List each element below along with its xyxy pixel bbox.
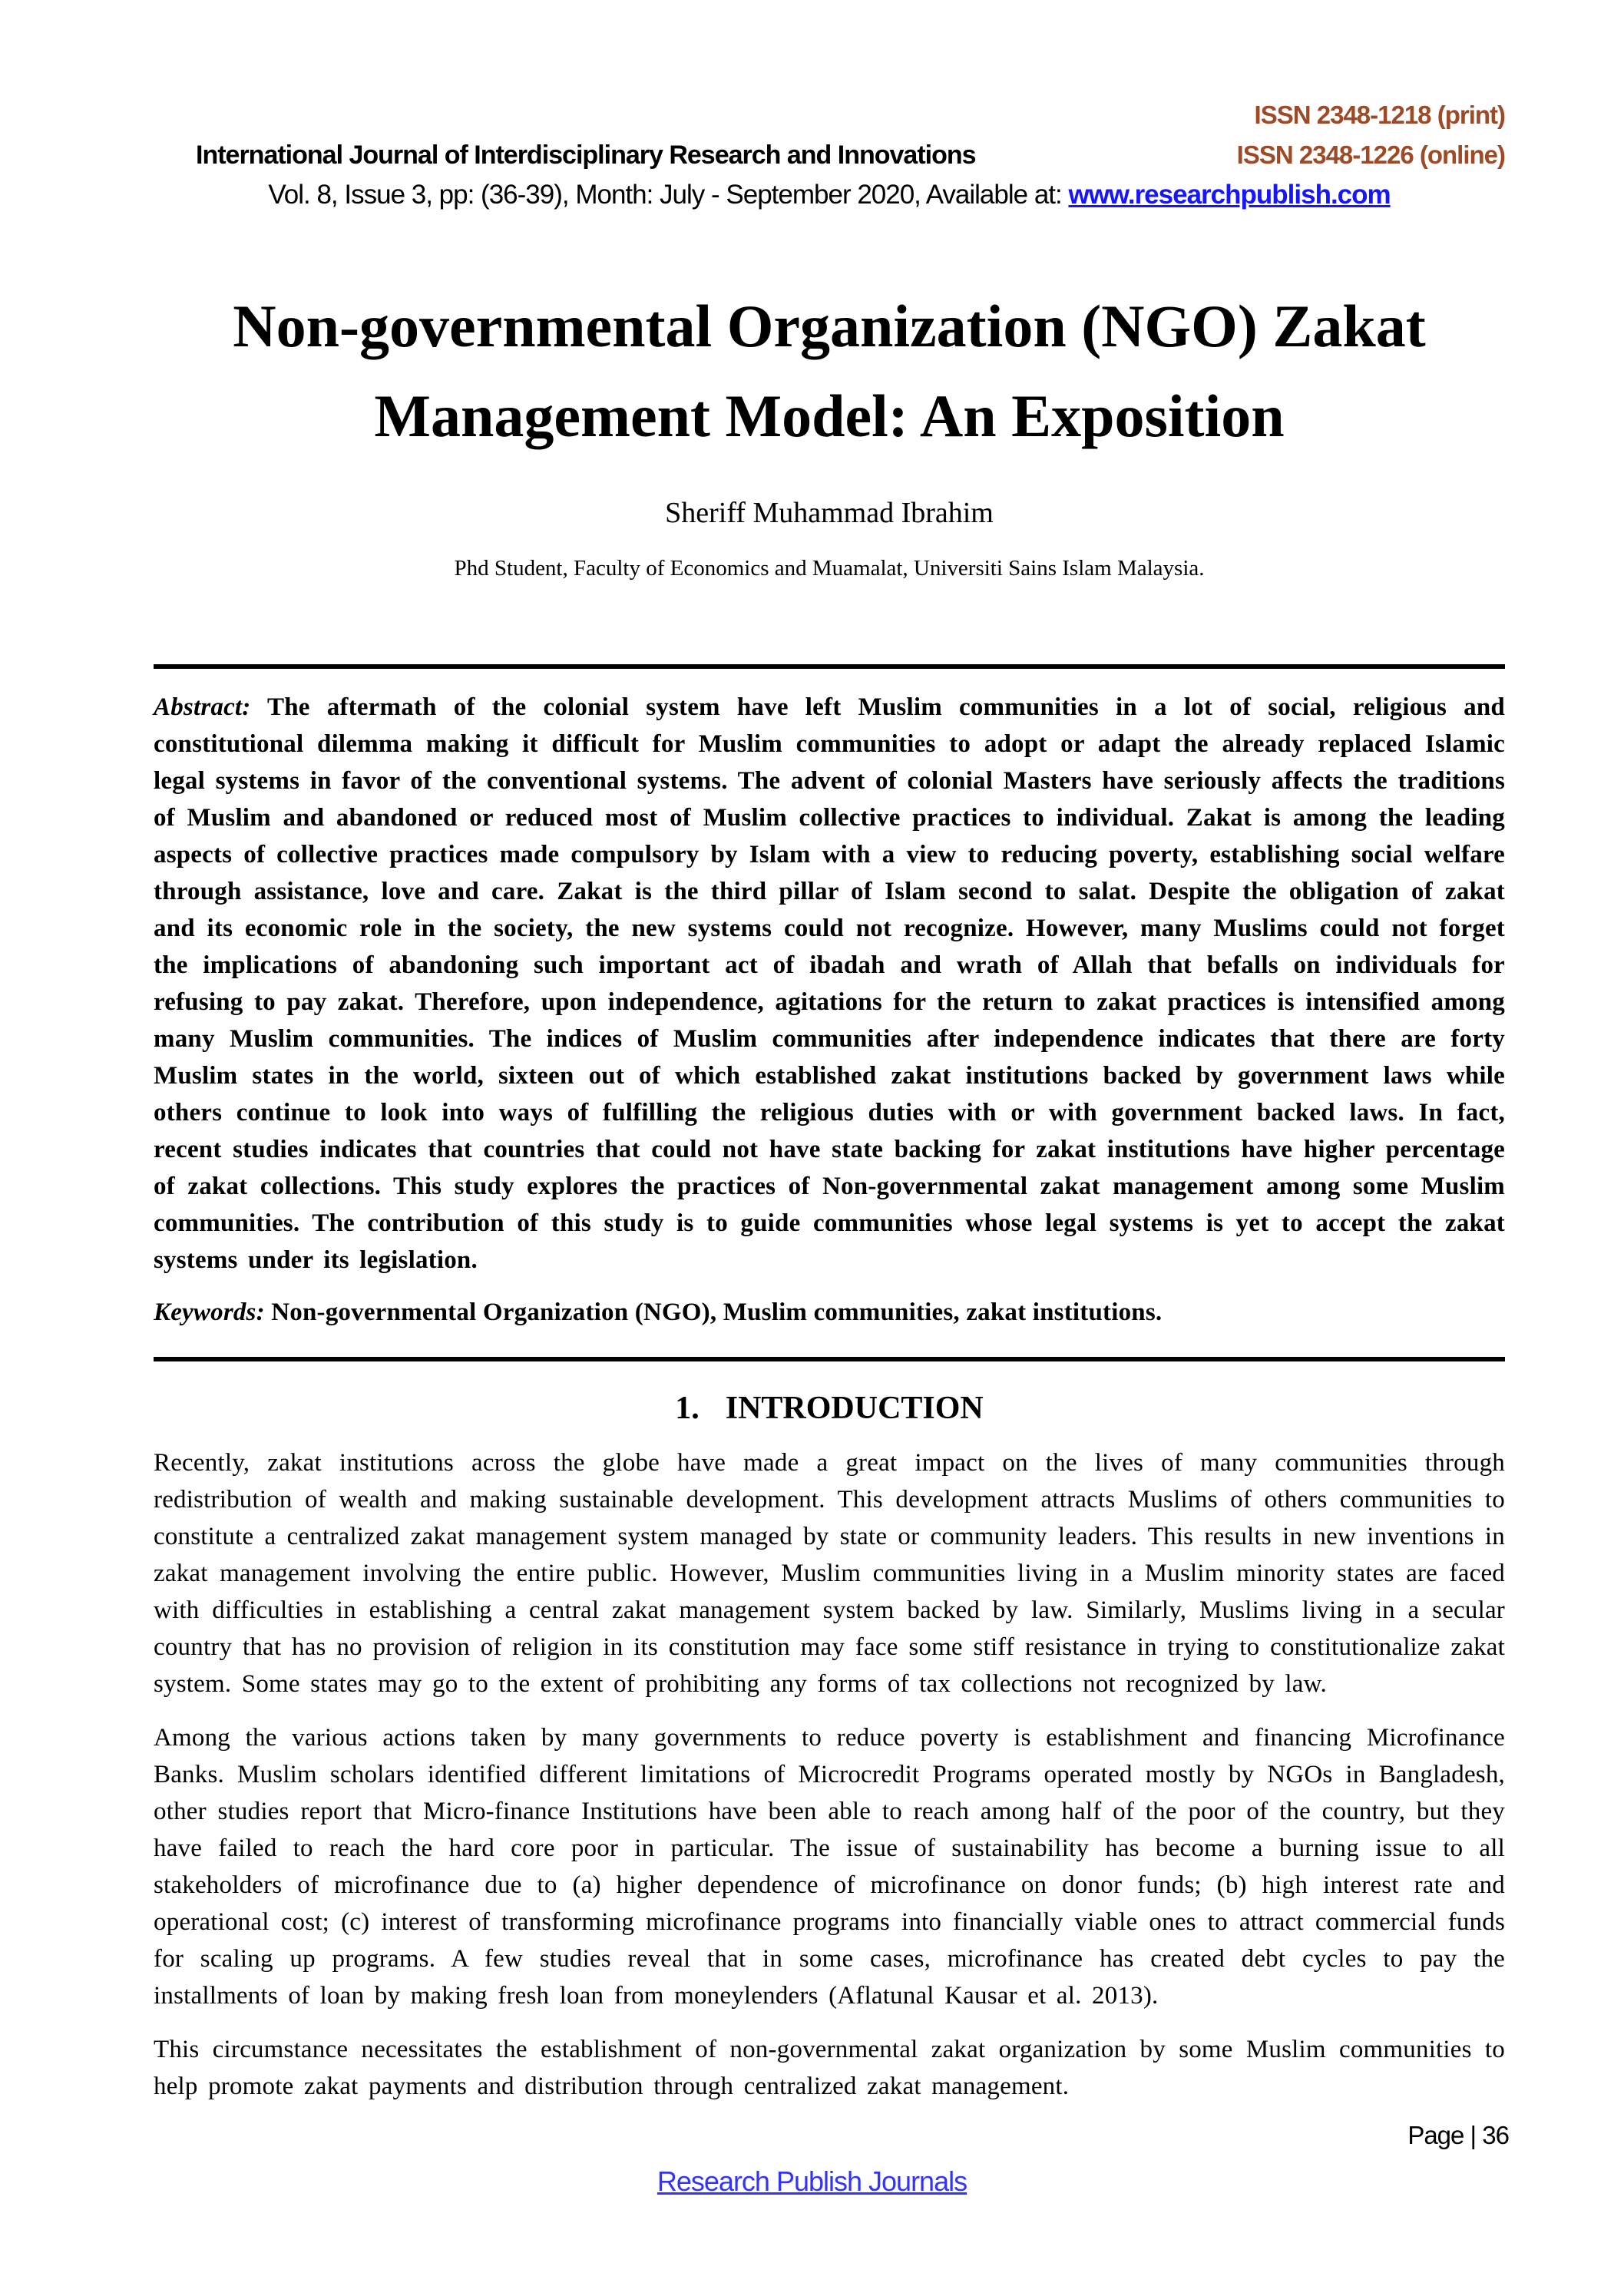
intro-paragraph-1: Recently, zakat institutions across the globe have made a great impact on the lives of many communities through redistribution of wealth and making sustainable development. This development attracts Muslims of others communities to constitute a centralized zakat management system managed by state or community leaders. This results in new inventions in zakat management involving the entire public. However, Muslim communities living in a Muslim minority states are faced with difficulties in establishing a central zakat management system backed by law. Similarly, Muslims living in a secular country that has no provision of religion in its constitution may face some stiff resistance in trying to constitutionalize zakat system. Some states may go to the extent of prohibiting any forms of tax collections not recognized by law. (154, 1449, 1505, 1699)
volume-info-row (154, 180, 1505, 210)
footer (0, 2165, 1624, 2198)
article-title-line1: Non-governmental Organization (NGO) Zakat (233, 293, 1426, 359)
page-number: Page | 36 (1407, 2121, 1509, 2149)
journal-website-link[interactable]: www.researchpublish.com (1068, 180, 1391, 210)
abstract-label: Abstract: (154, 693, 251, 721)
keywords-text: Non-governmental Organization (NGO), Muslim communities, zakat institutions. (264, 1299, 1163, 1326)
issn-online: ISSN 2348-1226 (online) (1236, 141, 1505, 169)
intro-paragraph-3: This circumstance necessitates the establishment of non-governmental zakat organization by some Muslim communities to help promote zakat payments and distribution through centralized zakat management. (154, 2036, 1505, 2101)
author-name: Sheriff Muhammad Ibrahim (665, 497, 994, 529)
divider-rule-abstract (154, 664, 1505, 669)
journal-name: International Journal of Interdisciplinary Research and Innovations (196, 141, 976, 170)
author-affiliation: Phd Student, Faculty of Economics and Muamalat, Universiti Sains Islam Malaysia. (454, 556, 1205, 581)
footer-journal-link[interactable]: Research Publish Journals (657, 2165, 967, 2197)
issn-print: ISSN 2348-1218 (print) (1254, 101, 1505, 129)
journal-name-row (154, 138, 1505, 172)
abstract-text: The aftermath of the colonial system have left Muslim communities in a lot of social, religious and constitutional dilemma making it difficult for Muslim communities to adopt or adapt the already replaced Islamic legal systems in favor of the conventional systems. The advent of colonial Masters have seriously affects the traditions of Muslim and abandoned or reduced most of Muslim collective practices to individual. Zakat is among the leading aspects of collective practices made compulsory by Islam with a view to reducing poverty, establishing social welfare through assistance, love and care. Zakat is the third pillar of Islam second to salat. Despite the obligation of zakat and its economic role in the society, the new systems could not recognize. However, many Muslims could not forget the implications of abandoning such important act of ibadah and wrath of Allah that befalls on individuals for refusing to pay zakat. Therefore, upon independence, agitations for the return to zakat practices is intensified among many Muslim communities. The indices of Muslim communities after independence indicates that there are forty Muslim states in the world, sixteen out of which established zakat institutions backed by government laws while others continue to look into ways of fulfilling the religious duties with or with government backed laws. In fact, recent studies indicates that countries that could not have state backing for zakat institutions have higher percentage of zakat collections. This study explores the practices of Non-governmental zakat management among some Muslim communities. The contribution of this study is to guide communities whose legal systems is yet to accept the zakat systems under its legislation. (154, 693, 1505, 1274)
page-title (154, 281, 1505, 461)
keywords-line (154, 1294, 1505, 1331)
journal-header (154, 98, 1505, 210)
section-title: INTRODUCTION (725, 1391, 984, 1426)
intro-paragraph-2: Among the various actions taken by many governments to reduce poverty is establishment and financing Microfinance Banks. Muslim scholars identified different limitations of Microcredit Programs operated mostly by NGOs in Bangladesh, other studies report that Micro-finance Institutions have been able to reach among half of the poor of the country, but they have failed to reach the hard core poor in particular. The issue of sustainability has become a burning issue to all stakeholders of microfinance due to (a) higher dependence of microfinance on donor funds; (b) high interest rate and operational cost; (c) interest of transforming microfinance programs into financially viable ones to attract commercial funds for scaling up programs. A few studies reveal that in some cases, microfinance has created debt cycles to pay the installments of loan by making fresh loan from moneylenders (Aflatunal Kausar et al. 2013). (154, 1724, 1505, 2010)
divider-rule-keywords (154, 1357, 1505, 1361)
keywords-label: Keywords: (154, 1299, 265, 1326)
abstract-paragraph (154, 689, 1505, 1279)
section-heading-introduction (154, 1389, 1505, 1428)
article-title-line2: Management Model: An Exposition (374, 382, 1285, 449)
volume-info: Vol. 8, Issue 3, pp: (36-39), Month: July - September 2020, Available at: (268, 180, 1069, 210)
section-number: 1. (675, 1391, 700, 1426)
